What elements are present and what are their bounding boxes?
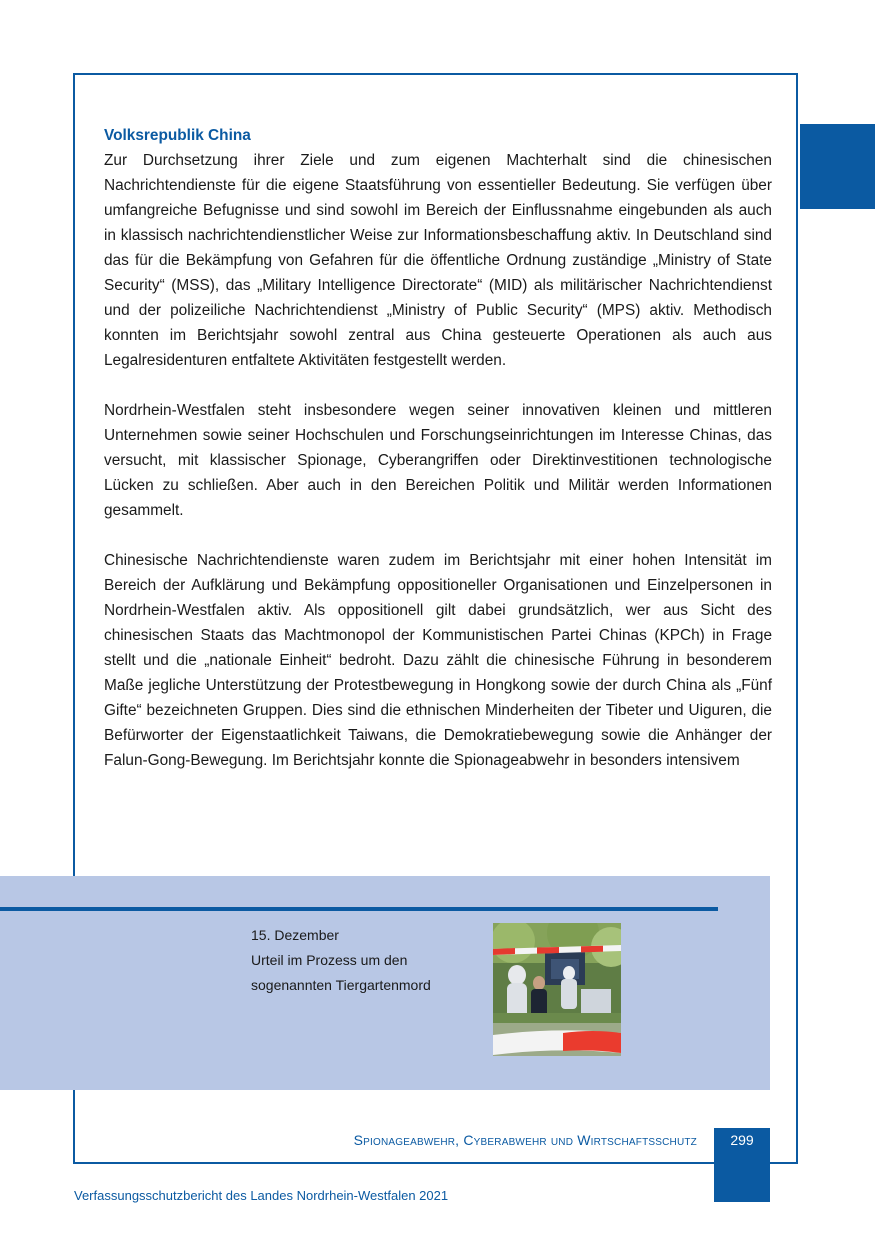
timeline-event: Urteil im Prozess um den sogenannten Tiergartenmord (251, 952, 431, 993)
page-number-box (714, 1128, 770, 1202)
timeline-date: 15. Dezember (251, 927, 339, 943)
timeline-entry (251, 923, 461, 998)
chapter-footer-title: Spionageabwehr, Cyberabwehr und Wirtschaftsschutz (353, 1132, 697, 1148)
timeline-line (0, 907, 718, 911)
section-title: Volksrepublik China (104, 127, 251, 144)
report-title-footer: Verfassungsschutzbericht des Landes Nordrhein-Westfalen 2021 (74, 1188, 449, 1203)
main-content (104, 123, 772, 773)
paragraph-3: Chinesische Nachrichtendienste waren zudem im Berichtsjahr mit einer hohen Intensität im Bereich der Aufklärung und Bekämpfung oppositioneller Organisationen und Einzelpersonen in Nordrhein-Westfalen aktiv. Als oppositionell gilt dabei grundsätzlich, wer aus Sicht des chinesischen Staats das Machtmonopol der Kommunistischen Partei Chinas (KPCh) in Frage stellt und die „nationale Einheit“ bedroht. Dazu zählt die chinesische Führung in besonderem Maße jegliche Unterstützung der Protestbewegung in Hongkong sowie der durch China als „Fünf Gifte“ bezeichneten Gruppen. Dies sind die ethnischen Minderheiten der Tibeter und Uiguren, die Befürworter der Eigenstaatlichkeit Taiwans, die Demokratiebewegung sowie die Anhänger der Falun-Gong-Bewegung. Im Berichtsjahr konnte die Spionageabwehr in besonders intensivem (104, 552, 772, 769)
crime-scene-photo (493, 923, 621, 1056)
paragraph-2: Nordrhein-Westfalen steht insbesondere wegen seiner innovativen kleinen und mittleren Unternehmen sowie seiner Hochschulen und Forschungseinrichtungen im Interesse Chinas, das versucht, mit klassischer Spionage, Cyberangriffen oder Direktinvestitionen technologische Lücken zu schließen. Aber auch in den Bereichen Politik und Militär werden Informationen gesammelt. (104, 402, 772, 519)
chapter-side-tab (800, 124, 875, 209)
page-number: 299 (730, 1132, 754, 1148)
crime-scene-photo-image (493, 923, 621, 1056)
paragraph-1: Zur Durchsetzung ihrer Ziele und zum eigenen Machterhalt sind die chinesischen Nachrichtendienste für die eigene Staatsführung von essentieller Bedeutung. Sie verfügen über umfangreiche Befugnisse und sind sowohl im Bereich der Einflussnahme eingebunden als auch in klassisch nachrichtendienstlicher Weise zur Informationsbeschaffung aktiv. In Deutschland sind das für die Bekämpfung von Gefahren für die öffentliche Ordnung zuständige „Ministry of State Security“ (MSS), das „Military Intelligence Directorate“ (MID) als militärischer Nachrichtendienst und der polizeiliche Nachrichtendienst „Ministry of Public Security“ (MPS) aktiv. Methodisch konnten im Berichtsjahr sowohl zentral aus China gesteuerte Operationen als auch aus Legalresidenturen entfaltete Aktivitäten festgestellt werden. (104, 152, 772, 369)
timeline-band (0, 876, 770, 1090)
